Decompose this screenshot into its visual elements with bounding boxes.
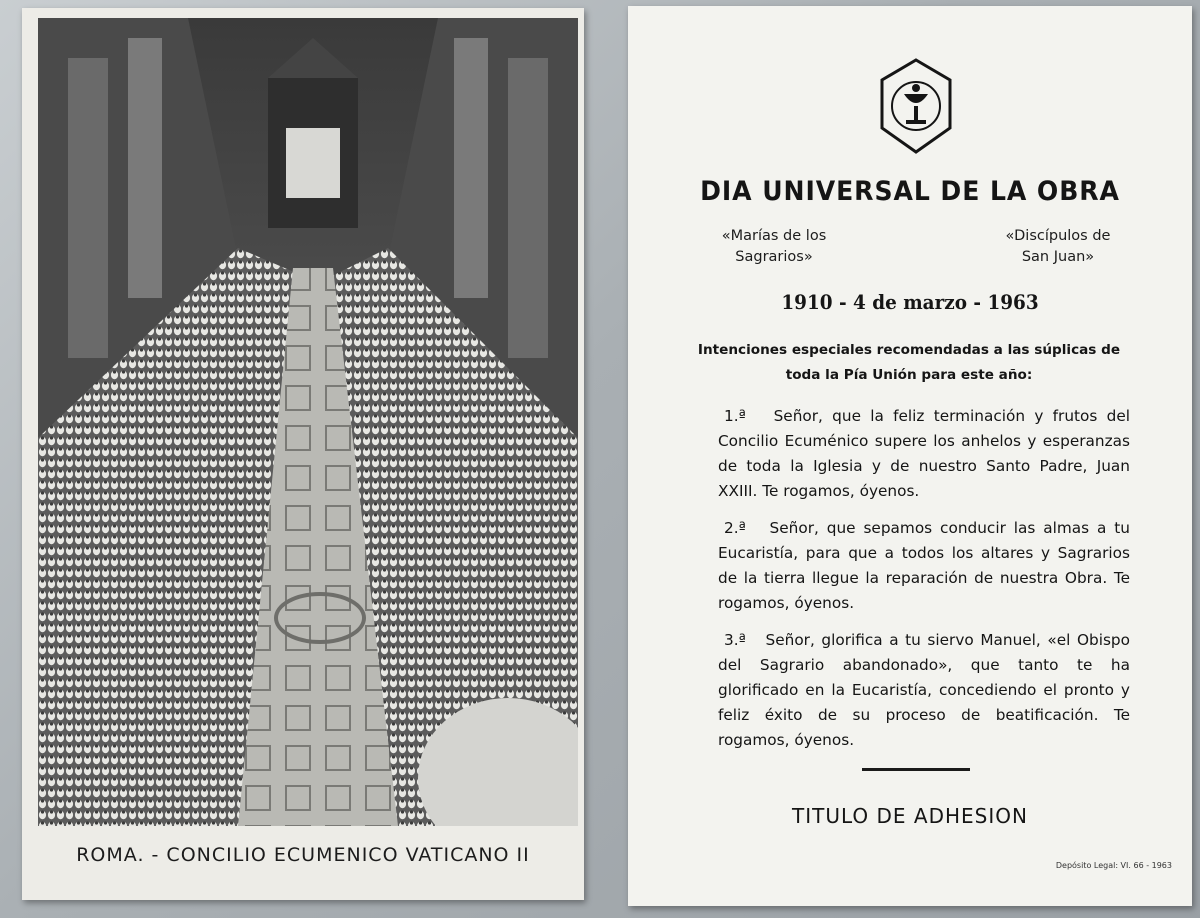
intention-number: 2.ª — [724, 519, 746, 537]
emblem-logo — [876, 58, 956, 154]
chalice-emblem-icon — [876, 58, 956, 154]
intention-text: Señor, que la feliz terminación y frutos del Concilio Ecuménico supere los anhelos y esperanzas de toda la Iglesia y de nuestro Santo Padre, Juan XXIII. Te rogamos, óyenos. — [718, 407, 1130, 500]
group-left-line-2: Sagrarios» — [735, 249, 813, 265]
divider-rule — [862, 768, 970, 771]
intention-text: Señor, glorifica a tu siervo Manuel, «el Obispo del Sagrario abandonado», que tanto te ha glorificado en la Eucaristía, concediendo el pronto y feliz éxito de su proceso de beatificación. Te rogamos, óyenos. — [718, 631, 1130, 749]
intention-number: 1.ª — [724, 407, 746, 425]
main-title: DIA UNIVERSAL DE LA OBRA — [700, 176, 1120, 207]
intentions-intro: Intenciones especiales recomendadas a las súplicas de toda la Pía Unión para este año: — [697, 342, 1121, 383]
basilica-photo-illustration — [38, 18, 578, 826]
group-right-line-2: San Juan» — [1021, 249, 1095, 265]
group-right-label — [958, 226, 1158, 268]
intention-item-1 — [718, 404, 1130, 504]
intention-number: 3.ª — [724, 631, 746, 649]
intention-item-3 — [718, 628, 1130, 753]
legal-deposit: Depósito Legal: VI. 66 - 1963 — [1055, 861, 1172, 870]
photo-caption: ROMA. - CONCILIO ECUMENICO VATICANO II — [76, 844, 530, 866]
photo-card — [22, 8, 584, 900]
basilica-photo — [38, 18, 578, 826]
group-left-line-1: «Marías de los — [721, 228, 827, 244]
group-left-label — [674, 226, 874, 268]
text-card — [628, 6, 1192, 906]
adhesion-title: TITULO DE ADHESION — [792, 804, 1028, 828]
date-line: 1910 - 4 de marzo - 1963 — [781, 290, 1039, 314]
group-right-line-1: «Discípulos de — [1005, 228, 1111, 244]
intention-item-2 — [718, 516, 1130, 616]
intention-text: Señor, que sepamos conducir las almas a tu Eucaristía, para que a todos los altares y Sagrarios de la tierra llegue la reparación de nuestra Obra. Te rogamos, óyenos. — [718, 519, 1130, 612]
